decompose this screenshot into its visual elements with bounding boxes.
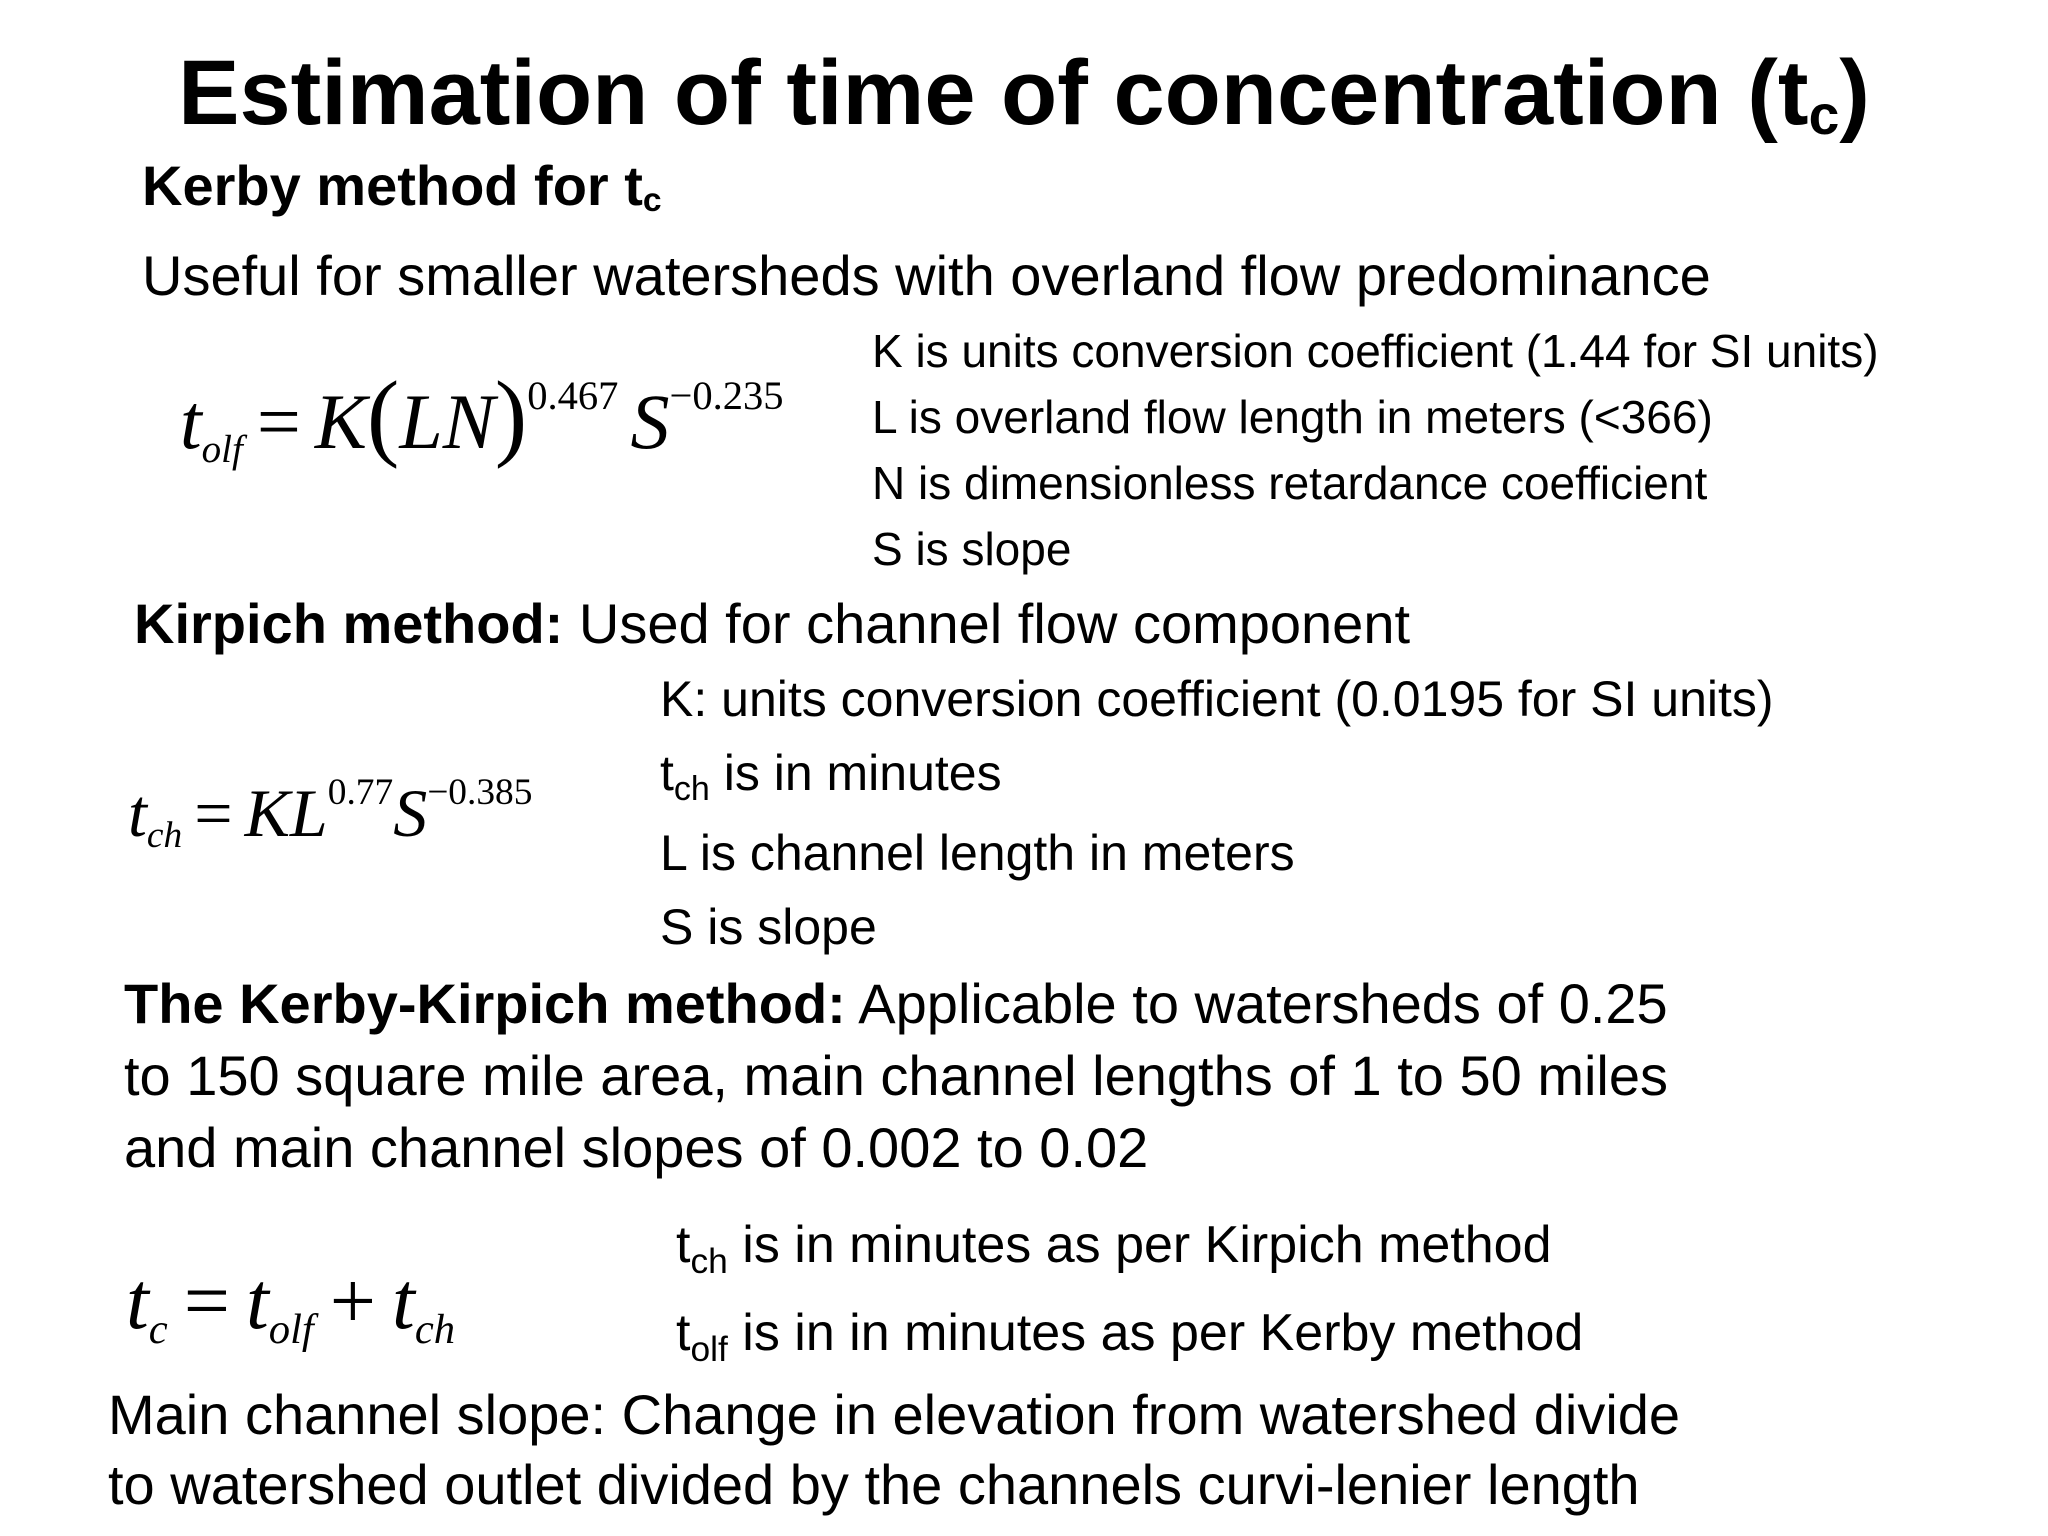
footer-line2: to watershed outlet divided by the channels curvi-lenier length [108, 1453, 1640, 1516]
kerby-kirpich-line1: The Kerby-Kirpich method: Applicable to watersheds of 0.25 [124, 972, 1668, 1035]
main-channel-slope-note [108, 1380, 1680, 1520]
kirpich-def-l: L is channel length in meters [660, 825, 1295, 881]
kerby-def-s: S is slope [872, 523, 1072, 575]
kirpich-heading: Kirpich method: Used for channel flow component [134, 592, 1411, 655]
kerby-kirpich-definitions [676, 1204, 1583, 1380]
page-title: Estimation of time of concentration $(t_c)$ [178, 42, 1870, 146]
kirpich-definitions [660, 662, 1774, 964]
kerby-description: Useful for smaller watersheds with overland flow predominance [142, 244, 1711, 307]
kerby-heading: Kerby method for $t_c$ [142, 154, 662, 220]
kerby-equation: $t_{olf} = K(LN)^{0.467}$ $S^{-0.235}$ [180, 362, 784, 471]
kerby-def-l: L is overland flow length in meters (<366) [872, 391, 1713, 443]
kirpich-def-s: S is slope [660, 899, 877, 955]
kerby-kirpich-equation: $t_c = t_{olf} + t_{ch}$ [126, 1255, 456, 1353]
kirpich-equation: $t_{ch} = KL^{0.77}S^{-0.385}$ [128, 772, 533, 857]
kerby-kirpich-def-tch: $t_{ch}$ is in minutes as per Kirpich method [676, 1216, 1552, 1281]
footer-line1: Main channel slope: Change in elevation from watershed divide [108, 1383, 1681, 1446]
kirpich-def-tch: $t_{ch}$ is in minutes [660, 745, 1002, 809]
kirpich-def-k: K: units conversion coefficient (0.0195 for SI units) [660, 671, 1774, 727]
kerby-kirpich-line3: and main channel slopes of 0.002 to 0.02 [124, 1116, 1149, 1179]
kerby-definitions [872, 318, 1879, 582]
title-subscript: c [1808, 83, 1840, 146]
kerby-def-n: N is dimensionless retardance coefficient [872, 457, 1708, 509]
kerby-kirpich-paragraph [124, 968, 1668, 1184]
kerby-kirpich-def-tolf: $t_{olf}$ is in in minutes as per Kerby method [676, 1304, 1584, 1369]
kerby-kirpich-line2: to 150 square mile area, main channel lengths of 1 to 50 miles [124, 1044, 1669, 1107]
kerby-def-k: K is units conversion coefficient (1.44 for SI units) [872, 325, 1879, 377]
